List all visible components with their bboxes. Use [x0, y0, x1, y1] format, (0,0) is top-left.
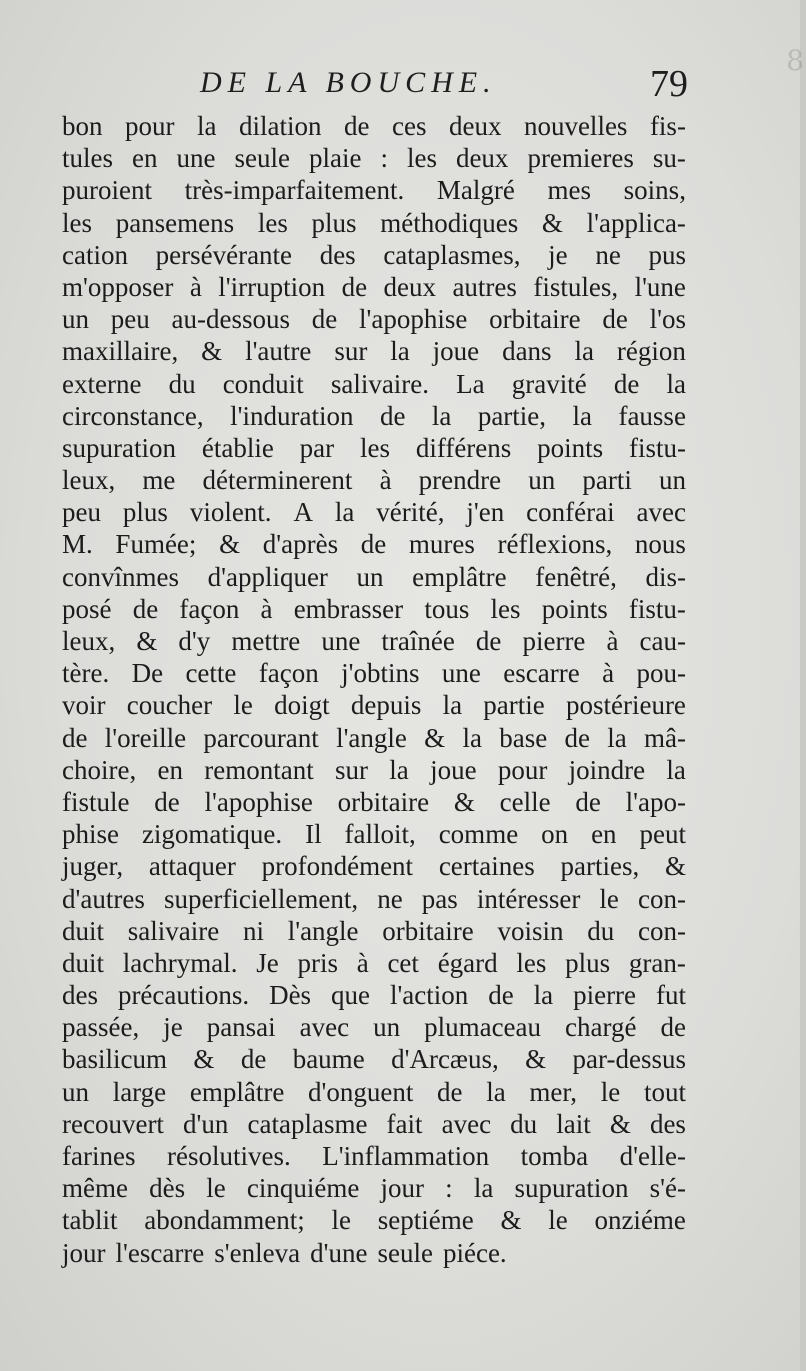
text-line: tablit abondamment; le septiéme & le onziéme — [62, 1205, 686, 1236]
text-line: même dès le cinquiéme jour : la supuration s'é- — [62, 1173, 686, 1204]
text-line: convînmes d'appliquer un emplâtre fenêtré, dis- — [62, 561, 686, 592]
text-line: externe du conduit salivaire. La gravité de la — [62, 368, 686, 399]
text-line: circonstance, l'induration de la partie, la fausse — [62, 400, 686, 431]
text-line: les pansemens les plus méthodiques & l'applica- — [62, 207, 686, 238]
text-line: bon pour la dilation de ces deux nouvelles fis- — [62, 111, 686, 141]
text-line: tère. De cette façon j'obtins une escarre à pou- — [62, 658, 686, 689]
text-line: passée, je pansai avec un plumaceau chargé de — [62, 1012, 686, 1043]
running-head: DE LA BOUCHE. — [200, 66, 497, 99]
page-number: 79 — [650, 63, 688, 105]
text-line: posé de façon à embrasser tous les points fistu- — [62, 593, 686, 624]
text-line: voir coucher le doigt depuis la partie postérieure — [62, 690, 686, 721]
text-line: basilicum & de baume d'Arcæus, & par-dessus — [62, 1044, 686, 1075]
text-line: un peu au-dessous de l'apophise orbitaire de l'os — [62, 304, 686, 335]
text-line: tules en une seule plaie : les deux premieres su- — [62, 143, 686, 174]
text-line: un large emplâtre d'onguent de la mer, le tout — [62, 1076, 686, 1107]
body-text — [62, 110, 686, 1300]
bleed-through-mark — [716, 40, 806, 80]
text-line: des précautions. Dès que l'action de la pierre fut — [62, 980, 686, 1011]
text-line: maxillaire, & l'autre sur la joue dans la région — [62, 336, 686, 367]
text-line: leux, & d'y mettre une traînée de pierre à cau- — [62, 626, 686, 656]
text-line: m'opposer à l'irruption de deux autres fistules, l'une — [62, 271, 686, 302]
text-line: de l'oreille parcourant l'angle & la base de la mâ- — [62, 722, 686, 753]
text-line: recouvert d'un cataplasme fait avec du lait & des — [62, 1108, 686, 1139]
text-line: peu plus violent. A la vérité, j'en conférai avec — [62, 497, 686, 528]
text-line: M. Fumée; & d'après de mures réflexions, nous — [62, 529, 686, 560]
text-line: cation persévérante des cataplasmes, je ne pus — [62, 239, 686, 270]
text-line: d'autres superficiellement, ne pas intéresser le con- — [62, 883, 686, 914]
text-line: duit salivaire ni l'angle orbitaire voisin du con- — [62, 915, 686, 946]
svg-text:8: 8 — [786, 44, 804, 77]
text-line: duit lachrymal. Je pris à cet égard les plus gran- — [62, 947, 686, 978]
text-line: phise zigomatique. Il falloit, comme on en peut — [62, 819, 686, 850]
text-line: farines résolutives. L'inflammation tomba d'elle- — [62, 1141, 686, 1171]
text-line: puroient très-imparfaitement. Malgré mes soins, — [62, 175, 686, 206]
bleed-through-graphic — [716, 40, 806, 80]
text-line: fistule de l'apophise orbitaire & celle de l'apo- — [62, 786, 686, 817]
text-line: choire, en remontant sur la joue pour joindre la — [62, 754, 686, 785]
text-line: supuration établie par les différens points fistu- — [62, 432, 686, 463]
text-line: leux, me déterminerent à prendre un parti un — [62, 465, 686, 496]
text-line: jour l'escarre s'enleva d'une seule piéce. — [62, 1237, 507, 1268]
text-line: juger, attaquer profondément certaines parties, & — [62, 851, 686, 882]
